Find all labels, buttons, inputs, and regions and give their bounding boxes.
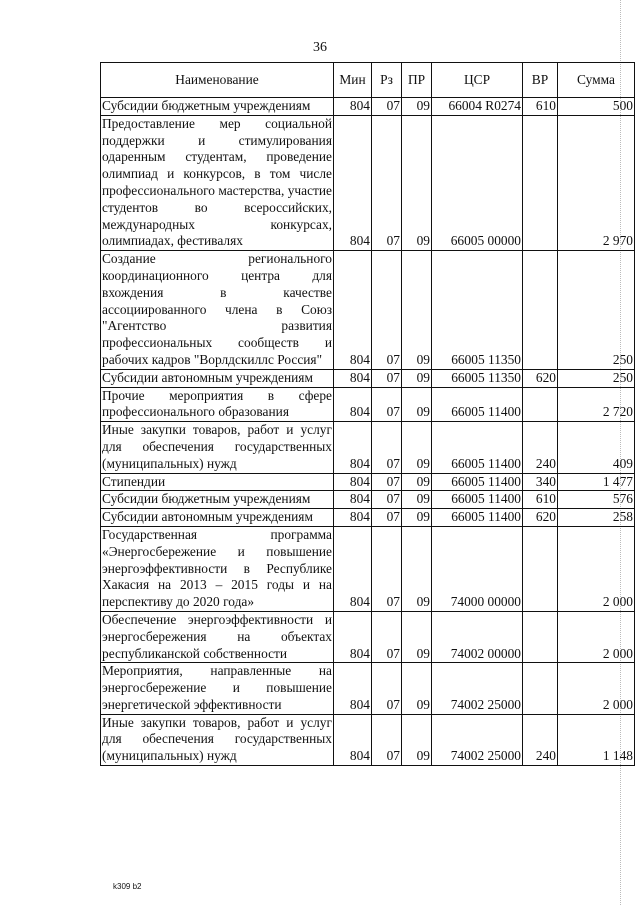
row-vr xyxy=(523,387,558,422)
row-rz: 07 xyxy=(372,526,402,611)
row-csr: 66005 11350 xyxy=(432,369,523,387)
row-vr: 610 xyxy=(523,98,558,116)
row-vr xyxy=(523,663,558,714)
header-sum: Сумма xyxy=(558,63,635,98)
row-csr: 74002 00000 xyxy=(432,611,523,662)
row-sum: 258 xyxy=(558,509,635,527)
row-name: Стипендии xyxy=(101,473,334,491)
row-min: 804 xyxy=(334,491,372,509)
row-rz: 07 xyxy=(372,491,402,509)
row-pr: 09 xyxy=(402,473,432,491)
row-min: 804 xyxy=(334,714,372,765)
table-row xyxy=(101,387,635,422)
row-csr: 66005 11400 xyxy=(432,491,523,509)
budget-table xyxy=(100,62,635,766)
row-rz: 07 xyxy=(372,422,402,473)
row-csr: 66005 11400 xyxy=(432,422,523,473)
header-pr: ПР xyxy=(402,63,432,98)
row-min: 804 xyxy=(334,509,372,527)
table-row xyxy=(101,369,635,387)
row-name: Субсидии бюджетным учреждениям xyxy=(101,491,334,509)
page-number: 36 xyxy=(313,40,327,55)
row-min: 804 xyxy=(334,526,372,611)
table-row xyxy=(101,526,635,611)
row-name: Субсидии бюджетным учреждениям xyxy=(101,98,334,116)
table-row xyxy=(101,98,635,116)
row-sum: 576 xyxy=(558,491,635,509)
table-row xyxy=(101,422,635,473)
table-row xyxy=(101,663,635,714)
row-sum: 2 000 xyxy=(558,611,635,662)
row-sum: 2 000 xyxy=(558,526,635,611)
table-row xyxy=(101,611,635,662)
row-min: 804 xyxy=(334,422,372,473)
row-rz: 07 xyxy=(372,611,402,662)
row-sum: 500 xyxy=(558,98,635,116)
row-vr: 610 xyxy=(523,491,558,509)
row-pr: 09 xyxy=(402,611,432,662)
row-sum: 2 000 xyxy=(558,663,635,714)
row-min: 804 xyxy=(334,251,372,370)
row-rz: 07 xyxy=(372,98,402,116)
row-csr: 66004 R0274 xyxy=(432,98,523,116)
row-name: Субсидии автономным учреждениям xyxy=(101,509,334,527)
row-min: 804 xyxy=(334,611,372,662)
row-csr: 66005 11400 xyxy=(432,387,523,422)
row-min: 804 xyxy=(334,473,372,491)
row-pr: 09 xyxy=(402,369,432,387)
row-pr: 09 xyxy=(402,526,432,611)
row-name: Создание регионального координационного центра для вхождения в качестве ассоциированного члена в Союз "Агентство развития профессиональных сообществ и рабочих кадров "Ворлдскиллс Россия" xyxy=(101,251,334,370)
row-csr: 74002 25000 xyxy=(432,714,523,765)
row-name: Государственная программа «Энергосбережение и повышение энергоэффективности в Республике Хакасия на 2013 – 2015 годы и на перспективу до 2020 года» xyxy=(101,526,334,611)
row-sum: 250 xyxy=(558,251,635,370)
table-row xyxy=(101,473,635,491)
table-header-row xyxy=(101,63,635,98)
row-csr: 66005 11350 xyxy=(432,251,523,370)
row-pr: 09 xyxy=(402,422,432,473)
row-csr: 66005 11400 xyxy=(432,473,523,491)
row-name: Прочие мероприятия в сфере профессионального образования xyxy=(101,387,334,422)
row-rz: 07 xyxy=(372,714,402,765)
row-rz: 07 xyxy=(372,663,402,714)
row-csr: 74002 25000 xyxy=(432,663,523,714)
row-sum: 409 xyxy=(558,422,635,473)
row-min: 804 xyxy=(334,387,372,422)
table-row xyxy=(101,714,635,765)
row-vr xyxy=(523,526,558,611)
row-name: Иные закупки товаров, работ и услуг для обеспечения государственных (муниципальных) нужд xyxy=(101,422,334,473)
header-name: Наименование xyxy=(101,63,334,98)
table-row xyxy=(101,509,635,527)
row-pr: 09 xyxy=(402,714,432,765)
row-pr: 09 xyxy=(402,663,432,714)
row-min: 804 xyxy=(334,663,372,714)
row-vr: 340 xyxy=(523,473,558,491)
table-row xyxy=(101,251,635,370)
row-pr: 09 xyxy=(402,491,432,509)
row-csr: 66005 00000 xyxy=(432,115,523,250)
row-sum: 250 xyxy=(558,369,635,387)
row-min: 804 xyxy=(334,98,372,116)
header-min: Мин xyxy=(334,63,372,98)
row-name: Мероприятия, направленные на энергосбережение и повышение энергетической эффективности xyxy=(101,663,334,714)
row-csr: 66005 11400 xyxy=(432,509,523,527)
row-vr xyxy=(523,115,558,250)
row-rz: 07 xyxy=(372,369,402,387)
row-name: Предоставление мер социальной поддержки и стимулирования одаренным студентам, проведение олимпиад и конкурсов, в том числе профессионального мастерства, участие студентов во всероссийских, международных конкурсах, олимпиадах, фестивалях xyxy=(101,115,334,250)
row-vr xyxy=(523,611,558,662)
row-vr: 620 xyxy=(523,509,558,527)
row-rz: 07 xyxy=(372,251,402,370)
row-rz: 07 xyxy=(372,509,402,527)
row-sum: 2 720 xyxy=(558,387,635,422)
row-min: 804 xyxy=(334,369,372,387)
row-min: 804 xyxy=(334,115,372,250)
row-vr: 620 xyxy=(523,369,558,387)
row-rz: 07 xyxy=(372,473,402,491)
row-pr: 09 xyxy=(402,115,432,250)
table-row xyxy=(101,491,635,509)
row-pr: 09 xyxy=(402,98,432,116)
header-csr: ЦСР xyxy=(432,63,523,98)
row-name: Субсидии автономным учреждениям xyxy=(101,369,334,387)
row-pr: 09 xyxy=(402,251,432,370)
footer-code: k309 b2 xyxy=(113,882,142,891)
row-sum: 2 970 xyxy=(558,115,635,250)
row-pr: 09 xyxy=(402,387,432,422)
row-vr xyxy=(523,251,558,370)
header-rz: Рз xyxy=(372,63,402,98)
row-sum: 1 477 xyxy=(558,473,635,491)
row-sum: 1 148 xyxy=(558,714,635,765)
row-name: Обеспечение энергоэффективности и энергосбережения на объектах республиканской собственности xyxy=(101,611,334,662)
row-name: Иные закупки товаров, работ и услуг для обеспечения государственных (муниципальных) нужд xyxy=(101,714,334,765)
header-vr: ВР xyxy=(523,63,558,98)
row-csr: 74000 00000 xyxy=(432,526,523,611)
row-vr: 240 xyxy=(523,714,558,765)
table-row xyxy=(101,115,635,250)
row-pr: 09 xyxy=(402,509,432,527)
row-vr: 240 xyxy=(523,422,558,473)
row-rz: 07 xyxy=(372,115,402,250)
row-rz: 07 xyxy=(372,387,402,422)
